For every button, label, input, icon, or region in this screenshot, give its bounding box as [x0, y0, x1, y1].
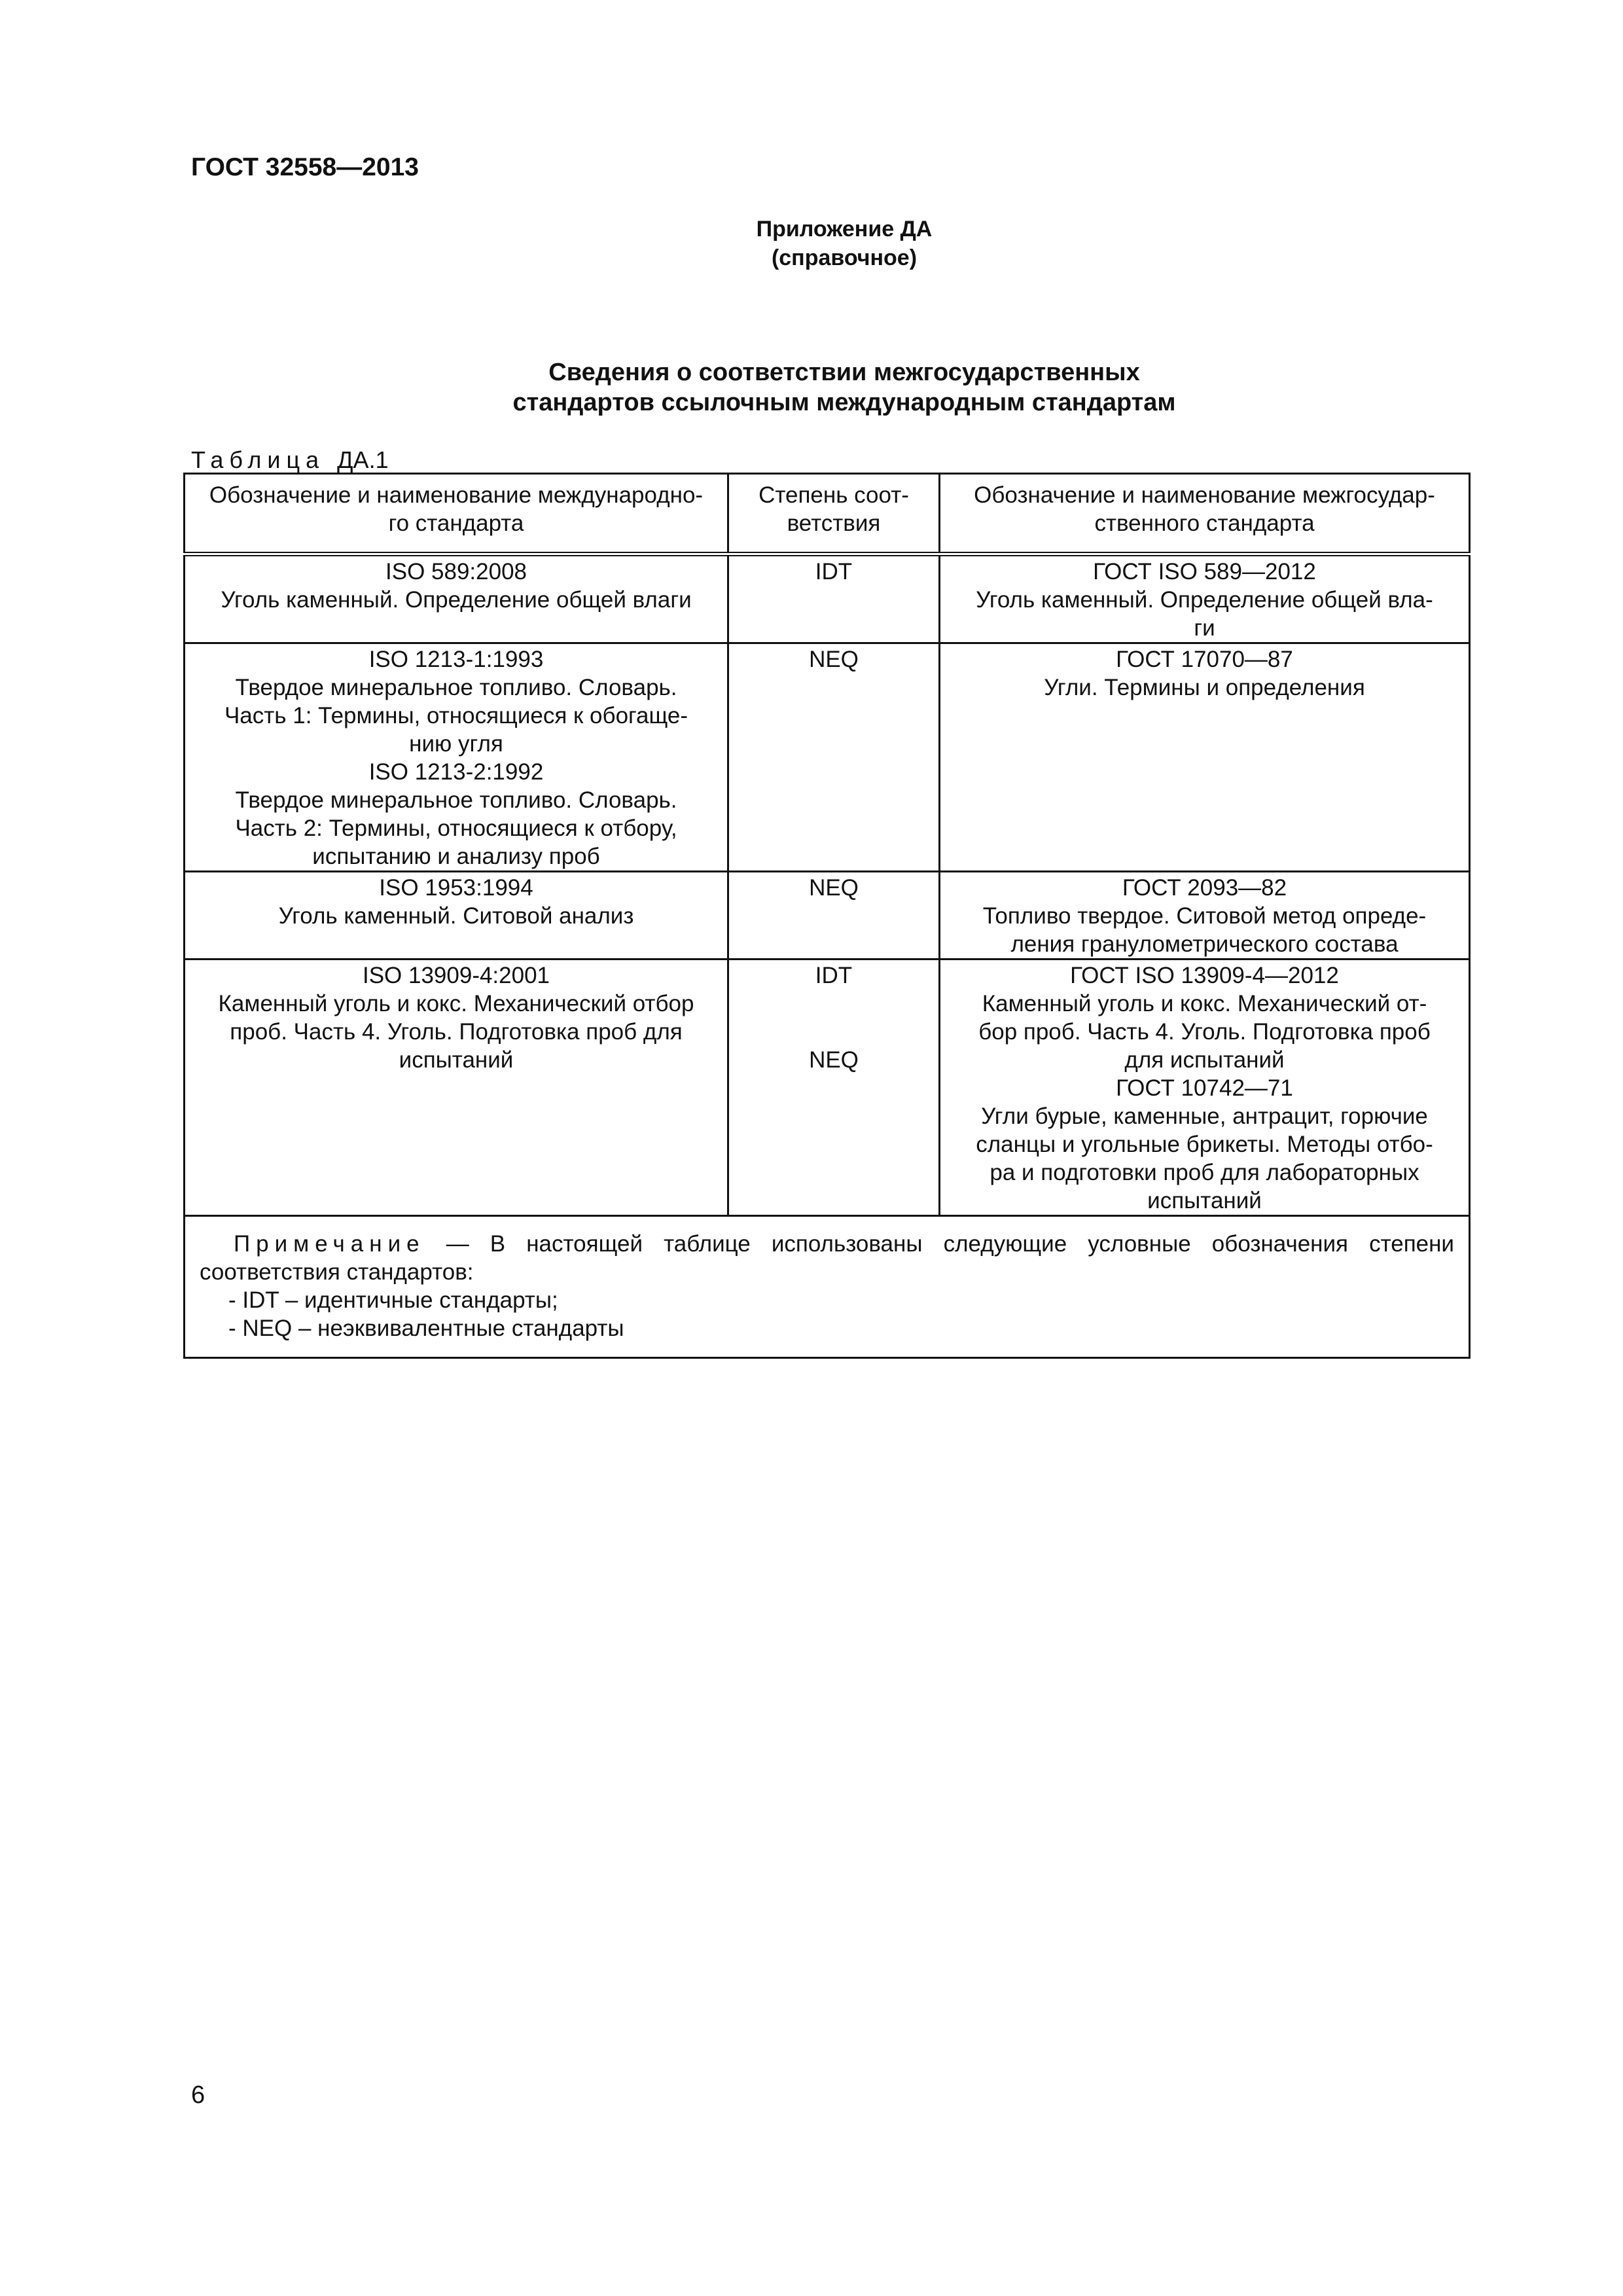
cell-national-standard: ГОСТ 2093—82 Топливо твердое. Ситовой метод опреде- ления гранулометрического состава	[940, 872, 1470, 960]
table-row	[185, 643, 1470, 872]
table-row	[185, 554, 1470, 643]
annex-block	[0, 215, 1623, 272]
table-row	[185, 960, 1470, 1216]
annex-subtitle: (справочное)	[771, 245, 918, 270]
table-header-row	[185, 474, 1470, 554]
correspondence-table	[183, 473, 1471, 1359]
column-header-national: Обозначение и наименование межгосудар- ственного стандарта	[940, 474, 1470, 554]
table-note-row	[185, 1216, 1470, 1358]
cell-degree: IDT NEQ	[728, 960, 940, 1216]
cell-international-standard: ISO 1953:1994 Уголь каменный. Ситовой анализ	[185, 872, 728, 960]
cell-degree: IDT	[728, 554, 940, 643]
note-item-neq: - NEQ – неэквивалентные стандарты	[228, 1316, 624, 1341]
table-row	[185, 872, 1470, 960]
cell-international-standard: ISO 1213-1:1993 Твердое минеральное топливо. Словарь. Часть 1: Термины, относящиеся к обогаще- нию угля ISO 1213-2:1992 Твердое минеральное топливо. Словарь. Часть 2: Термины, относящиеся к отбору, испытанию и анализу проб	[185, 643, 728, 872]
note-paragraph	[200, 1230, 1454, 1286]
note-text: — В настоящей таблице использованы следующие условные обозначения степени соответствия стандартов:	[200, 1231, 1454, 1285]
cell-national-standard: ГОСТ ISO 13909-4—2012 Каменный уголь и кокс. Механический от- бор проб. Часть 4. Уголь. Подготовка проб для испытаний ГОСТ 10742—71 Угли бурые, каменные, антрацит, горючие сланцы и угольные брикеты. Методы отбо- ра и подготовки проб для лабораторных испытаний	[940, 960, 1470, 1216]
column-header-degree: Степень соот- ветствия	[728, 474, 940, 554]
annex-title: Приложение ДА	[756, 217, 933, 242]
cell-degree: NEQ	[728, 872, 940, 960]
annex-heading	[0, 357, 1623, 418]
document-code-header: ГОСТ 32558—2013	[191, 153, 419, 181]
cell-international-standard: ISO 589:2008 Уголь каменный. Определение общей влаги	[185, 554, 728, 643]
cell-degree: NEQ	[728, 643, 940, 872]
note-label: Примечание	[234, 1231, 425, 1257]
page-number: 6	[191, 2081, 205, 2109]
cell-international-standard: ISO 13909-4:2001 Каменный уголь и кокс. Механический отбор проб. Часть 4. Уголь. Подготовка проб для испытаний	[185, 960, 728, 1216]
note-item-idt: - IDT – идентичные стандарты;	[228, 1287, 558, 1313]
cell-national-standard: ГОСТ ISO 589—2012 Уголь каменный. Определение общей вла- ги	[940, 554, 1470, 643]
cell-national-standard: ГОСТ 17070—87 Угли. Термины и определения	[940, 643, 1470, 872]
column-header-international: Обозначение и наименование международно- го стандарта	[185, 474, 728, 554]
annex-heading-line-1: Сведения о соответствии межгосударственных	[548, 359, 1140, 386]
annex-heading-line-2: стандартов ссылочным международным стандартам	[512, 389, 1176, 416]
table-caption	[191, 446, 389, 474]
table-caption-word: Таблица	[191, 446, 325, 473]
table-caption-number: ДА.1	[337, 446, 389, 473]
table-note	[185, 1216, 1470, 1358]
